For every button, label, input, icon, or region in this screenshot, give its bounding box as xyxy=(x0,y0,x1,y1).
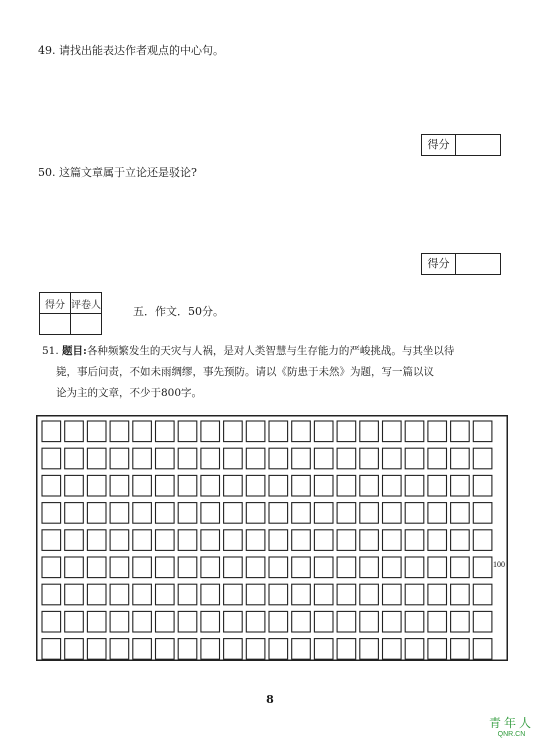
grid-cell[interactable] xyxy=(87,584,106,605)
essay-prompt-line-2: 毙，事后问责，不如未雨绸缪，事先预防。请以《防患于未然》为题，写一篇以议 xyxy=(56,366,434,378)
grid-cell[interactable] xyxy=(473,584,492,605)
grid-cell[interactable] xyxy=(224,475,243,496)
grid-cell[interactable] xyxy=(314,503,333,524)
grid-cell[interactable] xyxy=(292,421,311,442)
grid-cell[interactable] xyxy=(87,421,106,442)
grid-cell[interactable] xyxy=(337,557,356,578)
grid-cell[interactable] xyxy=(383,611,402,632)
grid-cell[interactable] xyxy=(292,448,311,469)
grid-cell[interactable] xyxy=(246,448,265,469)
grid-cell[interactable] xyxy=(473,503,492,524)
writing-grid[interactable] xyxy=(36,415,508,661)
essay-number: 51. xyxy=(42,345,59,357)
grid-cell[interactable] xyxy=(292,611,311,632)
grid-cell[interactable] xyxy=(269,475,288,496)
grid-cell[interactable] xyxy=(405,639,424,660)
grid-cell[interactable] xyxy=(314,639,333,660)
grid-cell[interactable] xyxy=(156,530,175,551)
grid-cell[interactable] xyxy=(156,611,175,632)
grid-cell[interactable] xyxy=(337,421,356,442)
grid-cell[interactable] xyxy=(224,611,243,632)
essay-prompt-line-3: 论为主的文章，不少于800字。 xyxy=(56,387,203,399)
question-50-number: 50. xyxy=(38,166,56,179)
grid-cell[interactable] xyxy=(451,584,470,605)
grid-cell[interactable] xyxy=(42,557,61,578)
grid-cell[interactable] xyxy=(337,475,356,496)
grid-cell[interactable] xyxy=(428,611,447,632)
grid-cell[interactable] xyxy=(405,475,424,496)
grid-cell[interactable] xyxy=(473,611,492,632)
grid-cell[interactable] xyxy=(110,421,129,442)
grid-cell[interactable] xyxy=(383,503,402,524)
grid-cell[interactable] xyxy=(269,584,288,605)
grid-cell[interactable] xyxy=(201,530,220,551)
grid-cell[interactable] xyxy=(133,584,152,605)
score-label: 得分 xyxy=(422,254,456,274)
grid-cell[interactable] xyxy=(110,503,129,524)
grid-cell[interactable] xyxy=(156,421,175,442)
grid-cell[interactable] xyxy=(269,557,288,578)
grid-cell[interactable] xyxy=(87,557,106,578)
grid-cell[interactable] xyxy=(156,584,175,605)
grid-cell[interactable] xyxy=(65,557,84,578)
grid-cell[interactable] xyxy=(224,557,243,578)
grid-cell[interactable] xyxy=(178,584,197,605)
grid-cell[interactable] xyxy=(360,639,379,660)
grid-cell[interactable] xyxy=(292,557,311,578)
grid-cell[interactable] xyxy=(383,530,402,551)
grid-cell[interactable] xyxy=(314,421,333,442)
grid-cell[interactable] xyxy=(65,639,84,660)
grid-cell[interactable] xyxy=(383,421,402,442)
grid-cell[interactable] xyxy=(110,475,129,496)
grid-cell[interactable] xyxy=(224,421,243,442)
grid-cell[interactable] xyxy=(360,503,379,524)
grid-cell[interactable] xyxy=(246,557,265,578)
grader-table xyxy=(39,292,102,335)
grid-cell[interactable] xyxy=(42,421,61,442)
grid-cell[interactable] xyxy=(451,557,470,578)
grid-cell[interactable] xyxy=(383,584,402,605)
grid-cell[interactable] xyxy=(269,611,288,632)
question-49-text: 请找出能表达作者观点的中心句。 xyxy=(59,44,224,57)
grid-cell[interactable] xyxy=(201,475,220,496)
essay-line-1-text: 各种频繁发生的天灾与人祸，是对人类智慧与生存能力的严峻挑战。与其坐以待 xyxy=(86,345,455,357)
score-value-field[interactable] xyxy=(456,135,500,155)
grid-cell[interactable] xyxy=(110,448,129,469)
grid-cell[interactable] xyxy=(110,611,129,632)
grid-cell[interactable] xyxy=(42,475,61,496)
grid-cell[interactable] xyxy=(246,530,265,551)
grid-cell[interactable] xyxy=(178,503,197,524)
page-number: 8 xyxy=(266,693,274,706)
grid-cell[interactable] xyxy=(87,475,106,496)
question-50 xyxy=(38,166,197,180)
grid-cell[interactable] xyxy=(224,584,243,605)
grid-cell[interactable] xyxy=(133,448,152,469)
grid-cell[interactable] xyxy=(246,639,265,660)
grader-score-cell[interactable] xyxy=(40,314,71,335)
grid-cell[interactable] xyxy=(178,611,197,632)
grid-cell[interactable] xyxy=(178,557,197,578)
grid-cell[interactable] xyxy=(110,530,129,551)
grid-cell[interactable] xyxy=(451,421,470,442)
grid-cell[interactable] xyxy=(42,448,61,469)
grid-cell[interactable] xyxy=(178,639,197,660)
grid-cell[interactable] xyxy=(246,503,265,524)
grid-cell[interactable] xyxy=(314,530,333,551)
grid-cell[interactable] xyxy=(314,475,333,496)
grid-cell[interactable] xyxy=(201,503,220,524)
grid-cell[interactable] xyxy=(65,503,84,524)
grid-cell[interactable] xyxy=(133,421,152,442)
grid-cell[interactable] xyxy=(337,584,356,605)
grid-cell[interactable] xyxy=(65,448,84,469)
section-title: 五．作文．50分。 xyxy=(133,305,224,318)
grid-cell[interactable] xyxy=(87,448,106,469)
grader-name-header: 评卷人 xyxy=(71,293,102,314)
score-box-50 xyxy=(421,253,501,275)
grid-cell[interactable] xyxy=(246,611,265,632)
grid-cell[interactable] xyxy=(133,611,152,632)
score-label: 得分 xyxy=(422,135,456,155)
grid-cell[interactable] xyxy=(360,611,379,632)
score-box-49 xyxy=(421,134,501,156)
essay-title-label: 题目: xyxy=(62,345,87,357)
grid-cell[interactable] xyxy=(383,639,402,660)
grid-cell[interactable] xyxy=(178,421,197,442)
grid-cell[interactable] xyxy=(360,475,379,496)
grid-cell[interactable] xyxy=(224,448,243,469)
grid-cell[interactable] xyxy=(178,530,197,551)
grid-cell[interactable] xyxy=(292,530,311,551)
grid-cell[interactable] xyxy=(451,639,470,660)
grid-cell[interactable] xyxy=(360,557,379,578)
grid-cell[interactable] xyxy=(156,503,175,524)
question-50-text: 这篇文章属于立论还是驳论? xyxy=(59,166,197,179)
grid-cell[interactable] xyxy=(405,557,424,578)
grid-cell[interactable] xyxy=(451,611,470,632)
grid-cell[interactable] xyxy=(337,639,356,660)
grid-cell[interactable] xyxy=(405,584,424,605)
grid-cell[interactable] xyxy=(156,448,175,469)
grid-cell[interactable] xyxy=(292,639,311,660)
grid-cell[interactable] xyxy=(428,448,447,469)
grid-cell[interactable] xyxy=(110,557,129,578)
grid-cell[interactable] xyxy=(269,503,288,524)
grid-cell[interactable] xyxy=(360,421,379,442)
grid-cell[interactable] xyxy=(133,503,152,524)
grid-cell[interactable] xyxy=(133,639,152,660)
question-49-number: 49. xyxy=(38,44,56,57)
grid-cell[interactable] xyxy=(201,611,220,632)
grid-cell[interactable] xyxy=(246,421,265,442)
grid-cell[interactable] xyxy=(360,448,379,469)
grid-cell[interactable] xyxy=(65,475,84,496)
grid-cell[interactable] xyxy=(42,584,61,605)
grid-cell[interactable] xyxy=(451,475,470,496)
grid-cell[interactable] xyxy=(87,611,106,632)
score-value-field[interactable] xyxy=(456,254,500,274)
grid-cell[interactable] xyxy=(178,448,197,469)
grid-cell[interactable] xyxy=(314,557,333,578)
essay-prompt-line-1 xyxy=(42,341,512,362)
grid-cell[interactable] xyxy=(224,503,243,524)
grid-marker-100: 100 xyxy=(493,560,505,569)
grid-cell[interactable] xyxy=(201,421,220,442)
grid-cell[interactable] xyxy=(87,503,106,524)
grid-cell[interactable] xyxy=(246,584,265,605)
watermark-text: 青年人 xyxy=(488,716,534,730)
grid-cell[interactable] xyxy=(428,639,447,660)
grid-cell[interactable] xyxy=(428,503,447,524)
grid-cell[interactable] xyxy=(269,639,288,660)
grid-cell[interactable] xyxy=(405,611,424,632)
grid-cell[interactable] xyxy=(201,639,220,660)
grid-cell[interactable] xyxy=(360,530,379,551)
grid-cell[interactable] xyxy=(451,503,470,524)
grader-score-header: 得分 xyxy=(40,293,71,314)
grid-cell[interactable] xyxy=(314,448,333,469)
grid-cell[interactable] xyxy=(65,530,84,551)
grid-cell[interactable] xyxy=(292,503,311,524)
grid-cell[interactable] xyxy=(178,475,197,496)
grid-cell[interactable] xyxy=(42,530,61,551)
grid-cell[interactable] xyxy=(87,639,106,660)
grid-cell[interactable] xyxy=(42,503,61,524)
grid-cell[interactable] xyxy=(110,639,129,660)
grid-cell[interactable] xyxy=(473,530,492,551)
grid-cell[interactable] xyxy=(428,557,447,578)
question-49 xyxy=(38,44,224,58)
grid-cell[interactable] xyxy=(428,475,447,496)
watermark-url: QNR.CN xyxy=(497,731,526,738)
grid-cell[interactable] xyxy=(428,421,447,442)
grid-cell[interactable] xyxy=(451,448,470,469)
grid-cell[interactable] xyxy=(156,475,175,496)
grid-cell[interactable] xyxy=(269,530,288,551)
grid-cell[interactable] xyxy=(473,557,492,578)
grid-cell[interactable] xyxy=(65,611,84,632)
grid-cell[interactable] xyxy=(360,584,379,605)
grid-cell[interactable] xyxy=(337,611,356,632)
grid-cell[interactable] xyxy=(269,448,288,469)
grid-cell[interactable] xyxy=(269,421,288,442)
grid-cell[interactable] xyxy=(405,530,424,551)
grid-cell[interactable] xyxy=(42,639,61,660)
grid-cell[interactable] xyxy=(156,557,175,578)
essay-prompt xyxy=(42,341,512,404)
grid-cell[interactable] xyxy=(428,530,447,551)
grid-cell[interactable] xyxy=(383,557,402,578)
grid-cell[interactable] xyxy=(405,421,424,442)
grid-cell[interactable] xyxy=(314,611,333,632)
grid-cell[interactable] xyxy=(201,448,220,469)
grid-cell[interactable] xyxy=(42,611,61,632)
grid-cell[interactable] xyxy=(133,475,152,496)
grid-cell[interactable] xyxy=(110,584,129,605)
grid-cell[interactable] xyxy=(473,639,492,660)
grid-cell[interactable] xyxy=(337,448,356,469)
watermark-logo xyxy=(489,717,534,739)
grid-cell[interactable] xyxy=(65,584,84,605)
grid-cell[interactable] xyxy=(292,584,311,605)
grid-cell[interactable] xyxy=(337,530,356,551)
grid-cell[interactable] xyxy=(314,584,333,605)
grid-cell[interactable] xyxy=(87,530,106,551)
grid-cell[interactable] xyxy=(246,475,265,496)
grid-cell[interactable] xyxy=(337,503,356,524)
grader-name-cell[interactable] xyxy=(71,314,102,335)
grid-cell[interactable] xyxy=(405,503,424,524)
grid-cell[interactable] xyxy=(405,448,424,469)
grid-cell[interactable] xyxy=(383,475,402,496)
grid-cell[interactable] xyxy=(224,530,243,551)
grid-cell[interactable] xyxy=(156,639,175,660)
grid-cell[interactable] xyxy=(473,421,492,442)
grid-cell[interactable] xyxy=(292,475,311,496)
grid-cell[interactable] xyxy=(201,584,220,605)
grid-cell[interactable] xyxy=(224,639,243,660)
grid-cell[interactable] xyxy=(451,530,470,551)
grid-cell[interactable] xyxy=(133,557,152,578)
grid-cell[interactable] xyxy=(383,448,402,469)
grid-cell[interactable] xyxy=(473,448,492,469)
grid-cell[interactable] xyxy=(201,557,220,578)
grid-cell[interactable] xyxy=(65,421,84,442)
grid-cell[interactable] xyxy=(428,584,447,605)
grid-cell[interactable] xyxy=(133,530,152,551)
grid-cell[interactable] xyxy=(473,475,492,496)
